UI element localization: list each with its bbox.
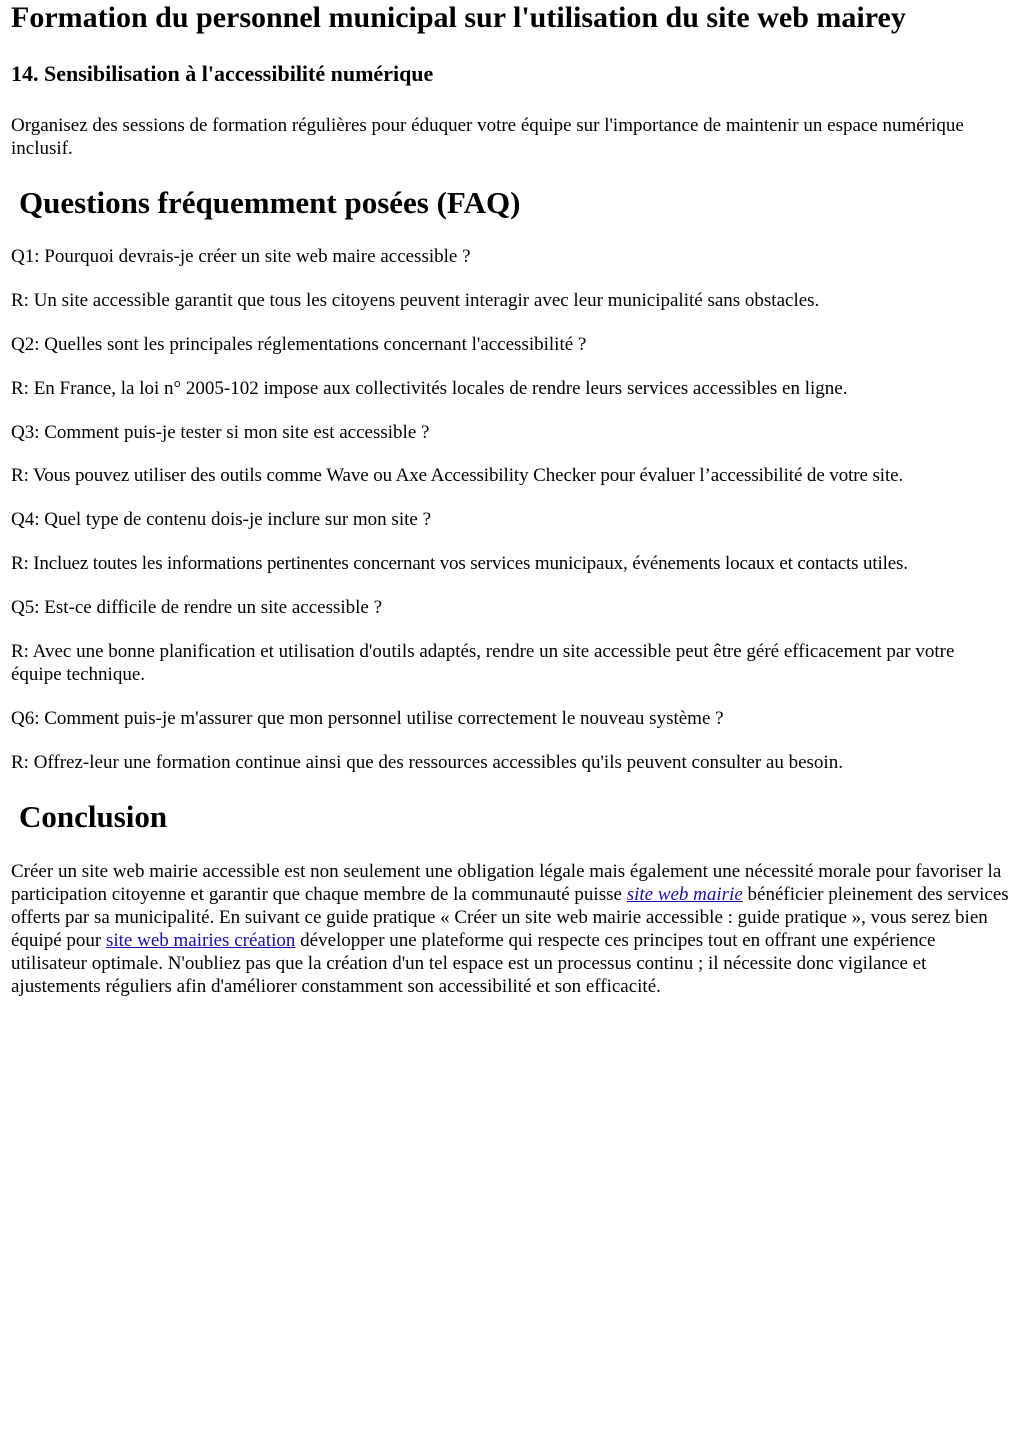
faq-question-1: Q1: Pourquoi devrais-je créer un site web maire accessible ?: [11, 246, 471, 267]
faq-question-6: Q6: Comment puis-je m'assurer que mon personnel utilise correctement le nouveau système ?: [11, 708, 724, 729]
faq-answer-3: R: Vous pouvez utiliser des outils comme Wave ou Axe Accessibility Checker pour évaluer l’accessibilité de votre site.: [11, 465, 904, 486]
faq-heading: Questions fréquemment posées (FAQ): [19, 185, 521, 220]
faq-question-3: Q3: Comment puis-je tester si mon site est accessible ?: [11, 422, 430, 443]
faq-answer-6: R: Offrez-leur une formation continue ainsi que des ressources accessibles qu'ils peuvent consulter au besoin.: [11, 752, 843, 773]
faq-answer-4: R: Incluez toutes les informations pertinentes concernant vos services municipaux, événements locaux et contacts utiles.: [11, 553, 908, 574]
faq-answer-1: R: Un site accessible garantit que tous les citoyens peuvent interagir avec leur municipalité sans obstacles.: [11, 290, 820, 311]
faq-answer-2: R: En France, la loi n° 2005-102 impose aux collectivités locales de rendre leurs services accessibles en ligne.: [11, 378, 848, 399]
conclusion-text: [11, 860, 1009, 998]
conclusion-heading: Conclusion: [19, 799, 168, 834]
conclusion-text-part-1: Créer un site web mairie accessible est non seulement une obligation légale mais également une nécessité morale pour favoriser la participation citoyenne et garantir que chaque membre de la communauté puisse: [11, 861, 1002, 905]
section-14-text: Organisez des sessions de formation régulières pour éduquer votre équipe sur l'importance de maintenir un espace numérique inclusif.: [11, 115, 964, 159]
site-web-mairie-link[interactable]: site web mairie: [626, 884, 743, 905]
faq-question-2: Q2: Quelles sont les principales réglementations concernant l'accessibilité ?: [11, 334, 587, 355]
conclusion-text-part-3: développer une plateforme qui respecte ces principes tout en offrant une expérience utilisateur optimale. N'oubliez pas que la création d'un tel espace est un processus continu ; il nécessite donc vigilance et ajustements réguliers afin d'améliorer constamment son accessibilité et son efficacité.: [11, 930, 936, 997]
faq-question-4: Q4: Quel type de contenu dois-je inclure sur mon site ?: [11, 509, 432, 530]
faq-answer-5: R: Avec une bonne planification et utilisation d'outils adaptés, rendre un site accessible peut être géré efficacement par votre équipe technique.: [11, 641, 955, 685]
conclusion-text-part-2: bénéficier pleinement des services offerts par sa municipalité. En suivant ce guide pratique « Créer un site web mairie accessible : guide pratique », vous serez bien équipé pour: [11, 884, 1009, 951]
section-14-heading: 14. Sensibilisation à l'accessibilité numérique: [11, 61, 434, 86]
faq-question-5: Q5: Est-ce difficile de rendre un site accessible ?: [11, 597, 383, 618]
page-title: Formation du personnel municipal sur l'utilisation du site web mairey: [11, 1, 906, 34]
site-web-mairies-creation-link[interactable]: site web mairies création: [105, 930, 296, 951]
